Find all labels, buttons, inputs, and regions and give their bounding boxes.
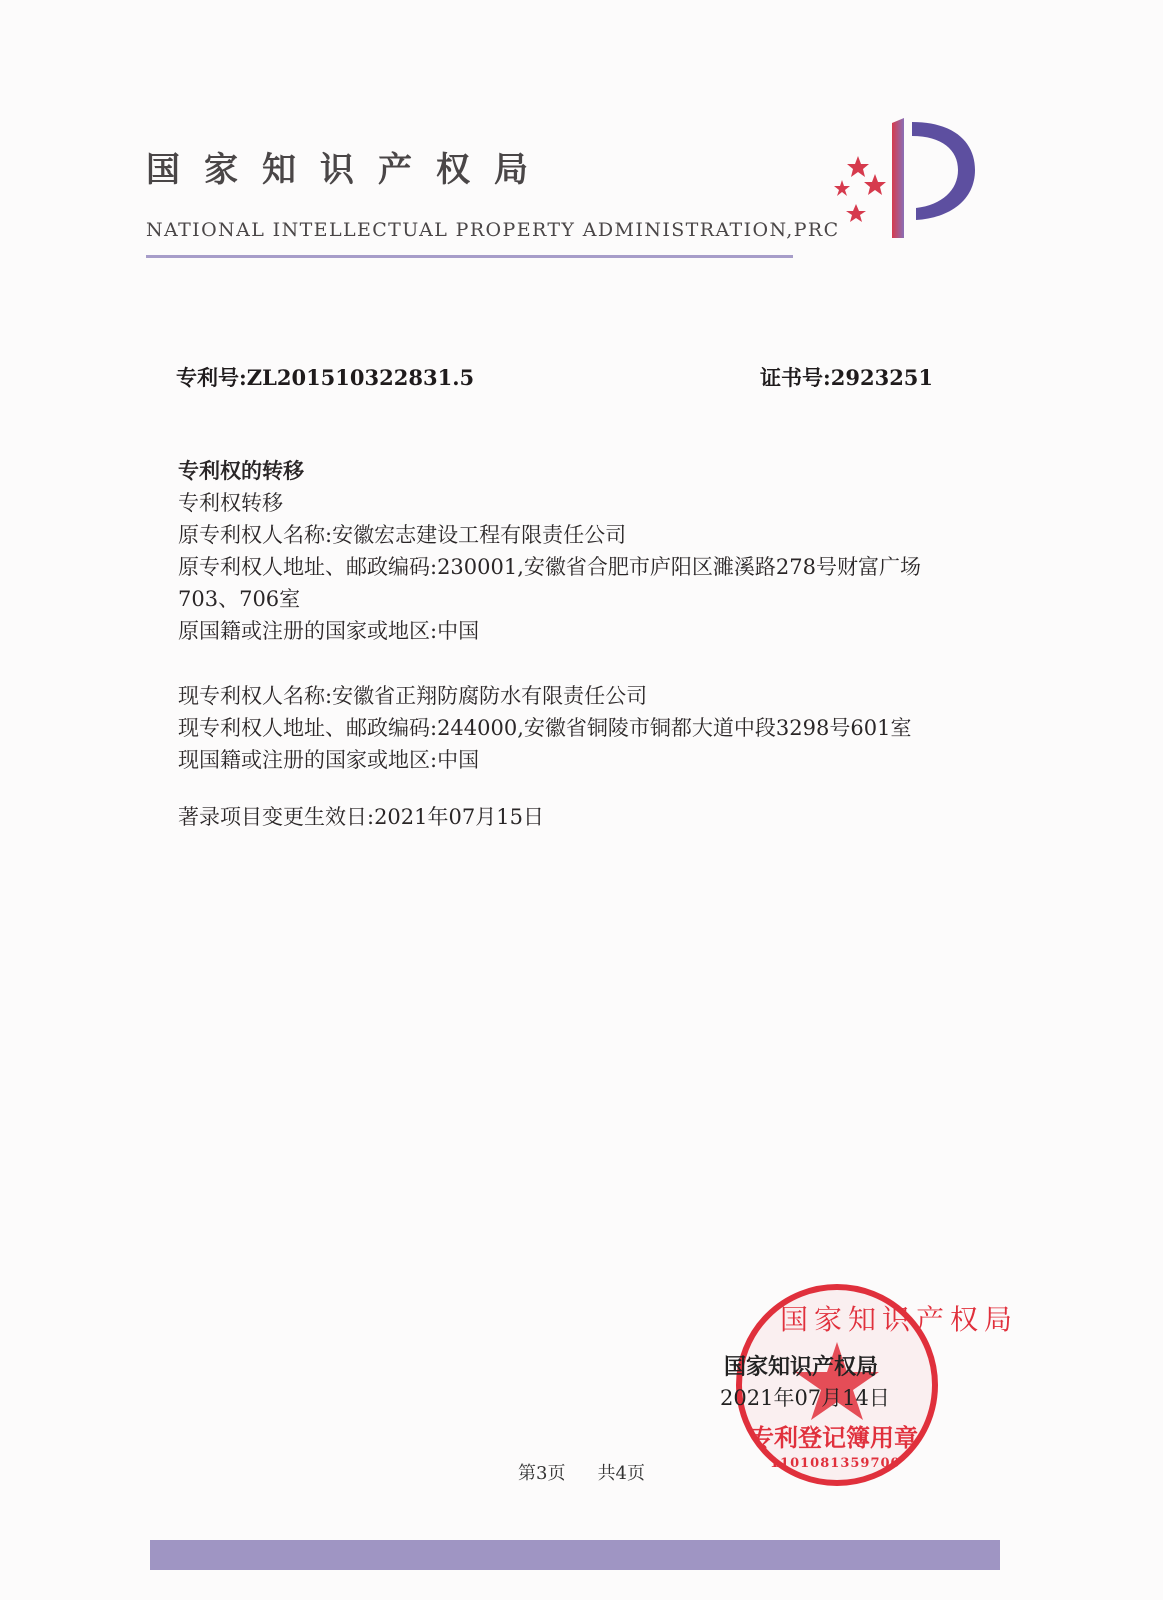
issue-date: 2021年07月14日 [720,1386,890,1410]
transfer-content [178,455,1028,833]
section-subheading: 专利权转移 [178,491,283,515]
org-name-cn: 国家知识产权局 [146,150,552,190]
patent-number: 专利号:ZL201510322831.5 [176,365,475,390]
new-owner-country: 现国籍或注册的国家或地区:中国 [178,748,480,772]
original-owner-name: 原专利权人名称:安徽宏志建设工程有限责任公司 [178,523,627,547]
cnipa-logo-icon [830,108,990,248]
header-rule [146,255,793,258]
original-owner-country: 原国籍或注册的国家或地区:中国 [178,619,480,643]
original-owner-address-cont: 703、706室 [178,587,301,611]
org-name-en: NATIONAL INTELLECTUAL PROPERTY ADMINISTRATION,PRC [146,219,840,241]
effective-date: 著录项目变更生效日:2021年07月15日 [178,805,544,829]
certificate-number: 证书号:2923251 [760,365,934,390]
seal-label: 专利登记簿用章 [750,1423,918,1452]
new-owner-name: 现专利权人名称:安徽省正翔防腐防水有限责任公司 [178,684,648,708]
issuer-name: 国家知识产权局 [724,1354,879,1380]
footer-bar [150,1540,1000,1570]
section-heading: 专利权的转移 [178,458,304,483]
original-owner-address: 原专利权人地址、邮政编码:230001,安徽省合肥市庐阳区濉溪路278号财富广场 [178,555,921,579]
page-total: 共4页 [597,1463,645,1484]
new-owner-address: 现专利权人地址、邮政编码:244000,安徽省铜陵市铜都大道中段3298号601室 [178,716,912,740]
seal-code: 1101081359700 [770,1456,901,1471]
page-number: 第3页 [518,1463,566,1484]
page-indicator [0,1459,1163,1485]
seal-ring-text: 国家知识产权局 [780,1303,1019,1336]
